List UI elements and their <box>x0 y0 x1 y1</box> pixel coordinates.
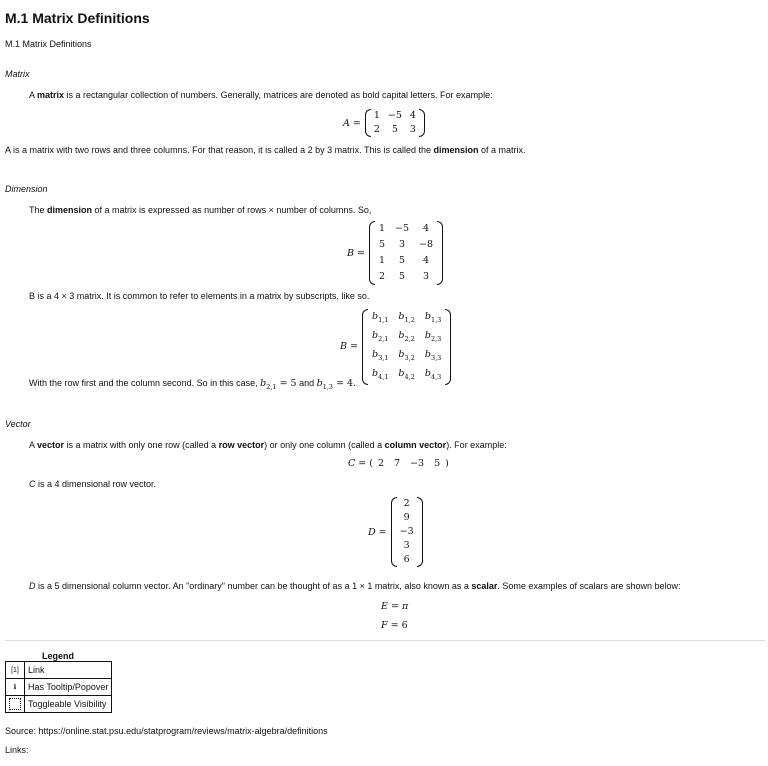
column-vector-D-cell: 9 <box>403 512 410 523</box>
matrix-B-sub-cell: $b_{2,1}$ <box>371 329 389 343</box>
matrix-B-sub-cell: $b_{1,1}$ <box>371 311 389 324</box>
row-vector-C: C = ( 2 7 −3 5 ) <box>348 458 449 469</box>
column-vector-D-row <box>396 497 418 511</box>
legend-row-link <box>6 662 112 679</box>
legend-label-toggle: Toggleable Visibility <box>25 696 112 713</box>
matrix-B-sub-cell: $b_{4,3}$ <box>424 367 442 381</box>
subscript-example: With the row first and the column second. So in this case, $b_{2,1} = 5$ and $b_{1,3} = 4$. <box>29 378 357 391</box>
matrix-A-label: A = <box>343 117 361 129</box>
matrix-B-cell: 5 <box>378 239 386 250</box>
matrix-B-body <box>369 221 443 285</box>
matrix-B-cell: 3 <box>399 239 406 250</box>
row-vector-C-entry: 5 <box>434 458 441 469</box>
row-vector-note: C is a 4 dimensional row vector. <box>29 479 157 489</box>
matrix-A-body <box>365 109 425 137</box>
matrix-B-cell: −8 <box>419 239 434 250</box>
links-label: Links: <box>5 745 29 755</box>
link-marker-icon: [1] <box>6 662 25 679</box>
dotted-box-icon <box>9 698 21 710</box>
section-heading-dimension: Dimension <box>5 184 48 194</box>
column-vector-note: D is a 5 dimensional column vector. An "ordinary" number can be thought of as a 1 × 1 matrix, also known as a scalar. Some examples of scalars are shown below: <box>29 581 681 591</box>
matrix-B-sub-cell: $b_{1,3}$ <box>424 311 442 324</box>
column-vector-D-cell: 3 <box>403 540 410 551</box>
legend-label-tooltip: Has Tooltip/Popover <box>25 679 112 696</box>
section-heading-vector: Vector <box>5 419 31 429</box>
column-vector-D-body <box>391 497 423 567</box>
matrix-A-cell: −5 <box>387 110 402 121</box>
matrix-B-sub-cell: $b_{2,3}$ <box>424 329 442 343</box>
breadcrumb: M.1 Matrix Definitions <box>5 39 92 49</box>
column-vector-D <box>368 497 423 567</box>
legend-table <box>5 661 112 713</box>
matrix-B-cell: 3 <box>423 271 430 282</box>
legend-title: Legend <box>42 651 75 661</box>
column-vector-D-row <box>396 525 418 539</box>
vector-intro: A vector is a matrix with only one row (called a row vector) or only one column (called a column vector). For example: <box>29 440 507 450</box>
matrix-B-sub-label: B = <box>340 341 358 353</box>
matrix-B-sub-row <box>367 366 446 385</box>
column-vector-D-row <box>396 539 418 553</box>
info-icon: ℹ <box>6 679 25 696</box>
row-vector-C-entry: 2 <box>378 458 385 469</box>
matrix-A-cell: 2 <box>373 124 380 135</box>
matrix-B-cell: 2 <box>378 271 386 282</box>
column-vector-D-cell: 6 <box>403 554 410 565</box>
matrix-A-cell: 5 <box>391 124 398 135</box>
matrix-B-cell: 1 <box>378 255 386 266</box>
legend-row-tooltip <box>6 679 112 696</box>
matrix-B-sub-cell: $b_{3,2}$ <box>398 348 415 362</box>
matrix-B-sub-body <box>362 309 451 385</box>
column-vector-D-label: D = <box>368 526 387 538</box>
scalar-E: E = π <box>381 601 409 612</box>
matrix-B-cell: 5 <box>399 255 406 266</box>
matrix-A-cell: 4 <box>409 110 416 121</box>
matrix-B-cell: 4 <box>423 255 430 266</box>
matrix-B-row <box>374 253 438 269</box>
column-vector-D-cell: −3 <box>399 526 414 537</box>
matrix-B-cell: 4 <box>423 223 430 234</box>
dimension-intro: The dimension of a matrix is expressed as number of rows × number of columns. So, <box>29 205 372 215</box>
matrix-B <box>347 221 443 285</box>
divider <box>5 640 765 641</box>
section-heading-matrix: Matrix <box>5 69 30 79</box>
matrix-B-cell: 1 <box>378 223 386 234</box>
legend-row-toggle <box>6 696 112 713</box>
row-vector-C-entry: −3 <box>410 458 425 469</box>
matrix-B-note: B is a 4 × 3 matrix. It is common to refer to elements in a matrix by subscripts, like so. <box>29 291 370 301</box>
matrix-A <box>343 109 425 137</box>
matrix-B-subscripts <box>340 309 451 385</box>
matrix-B-sub-cell: $b_{4,2}$ <box>398 367 415 381</box>
matrix-dimension-note: A is a matrix with two rows and three columns. For that reason, it is called a 2 by 3 matrix. This is called the dimension of a matrix. <box>5 145 526 155</box>
page-title: M.1 Matrix Definitions <box>5 10 150 26</box>
matrix-B-sub-row <box>367 309 446 328</box>
matrix-B-sub-cell: $b_{3,3}$ <box>424 348 442 362</box>
matrix-B-sub-row <box>367 347 446 366</box>
matrix-B-sub-cell: $b_{3,1}$ <box>371 348 389 362</box>
matrix-A-cell: 3 <box>409 124 416 135</box>
column-vector-D-row <box>396 553 418 567</box>
legend-label-link: Link <box>25 662 112 679</box>
matrix-B-cell: −5 <box>395 223 410 234</box>
matrix-B-sub-cell: $b_{2,2}$ <box>398 329 415 343</box>
matrix-B-row <box>374 221 438 237</box>
matrix-intro: A matrix is a rectangular collection of numbers. Generally, matrices are denoted as bold capital letters. For example: <box>29 90 493 100</box>
matrix-B-sub-cell: $b_{4,1}$ <box>371 367 389 381</box>
scalar-F: F = 6 <box>381 620 408 631</box>
matrix-B-label: B = <box>347 247 365 259</box>
matrix-B-sub-cell: $b_{1,2}$ <box>398 311 415 324</box>
matrix-A-cell: 1 <box>373 110 380 121</box>
column-vector-D-row <box>396 511 418 525</box>
matrix-B-row <box>374 269 438 285</box>
matrix-B-sub-row <box>367 328 446 347</box>
column-vector-D-cell: 2 <box>403 498 410 509</box>
matrix-A-row <box>370 123 420 137</box>
matrix-B-row <box>374 237 438 253</box>
matrix-B-cell: 5 <box>399 271 406 282</box>
source-text: Source: https://online.stat.psu.edu/statprogram/reviews/matrix-algebra/definitions <box>5 726 328 736</box>
matrix-A-row <box>370 109 420 123</box>
row-vector-C-entry: 7 <box>394 458 401 469</box>
